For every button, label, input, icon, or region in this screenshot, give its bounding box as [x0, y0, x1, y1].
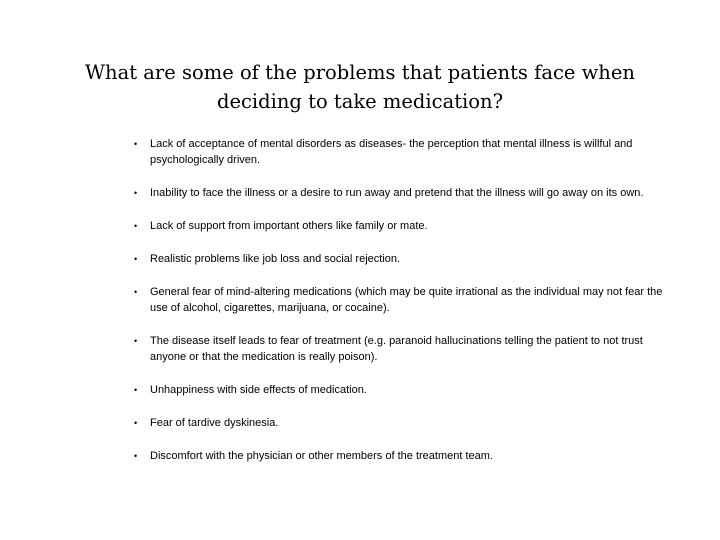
bullet-icon: •: [134, 385, 138, 395]
bullet-list: [134, 136, 674, 481]
slide-title: What are some of the problems that patients face when deciding to take medication?: [85, 61, 635, 113]
bullet-icon: •: [134, 221, 138, 231]
list-item: [134, 448, 674, 464]
list-item-text: Unhappiness with side effects of medication.: [150, 384, 367, 396]
list-item: [134, 415, 674, 431]
list-item-text: Discomfort with the physician or other members of the treatment team.: [150, 450, 493, 462]
list-item-text: The disease itself leads to fear of treatment (e.g. paranoid hallucinations telling the patient to not trust anyone or that the medication is really poison).: [150, 335, 643, 363]
list-item-text: Fear of tardive dyskinesia.: [150, 417, 279, 429]
bullet-icon: •: [134, 254, 138, 264]
bullet-icon: •: [134, 418, 138, 428]
bullet-icon: •: [134, 451, 138, 461]
list-item-text: Lack of support from important others like family or mate.: [150, 220, 428, 232]
list-item-text: Inability to face the illness or a desire to run away and pretend that the illness will go away on its own.: [150, 187, 644, 199]
list-item-text: General fear of mind-altering medications (which may be quite irrational as the individual may not fear the use of alcohol, cigarettes, marijuana, or cocaine).: [150, 286, 663, 314]
bullet-icon: •: [134, 139, 138, 149]
list-item: [134, 284, 674, 316]
list-item: [134, 136, 674, 168]
list-item: [134, 382, 674, 398]
list-item: [134, 218, 674, 234]
list-item-text: Realistic problems like job loss and social rejection.: [150, 253, 401, 265]
list-item: [134, 185, 674, 201]
bullet-icon: •: [134, 188, 138, 198]
list-item: [134, 251, 674, 267]
list-item: [134, 333, 674, 365]
bullet-icon: •: [134, 336, 138, 346]
list-item-text: Lack of acceptance of mental disorders as diseases- the perception that mental illness is willful and psychologically driven.: [150, 138, 633, 166]
bullet-icon: •: [134, 287, 138, 297]
